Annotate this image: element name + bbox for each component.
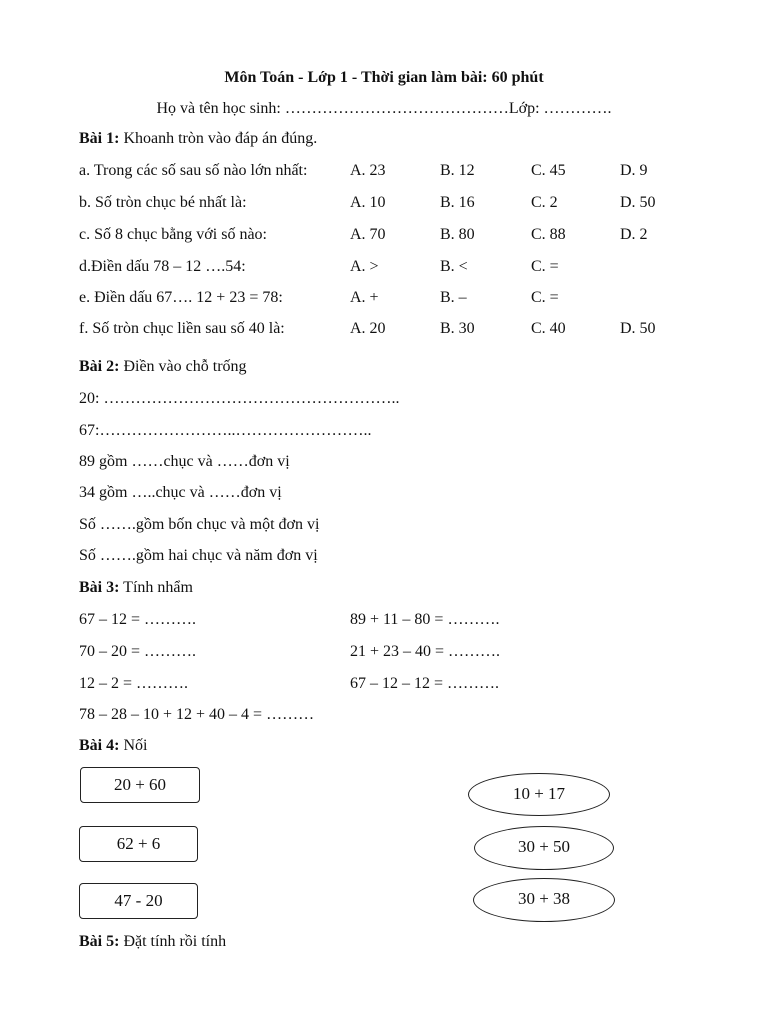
bai3-heading: Bài 3: [79,579,120,596]
bai5-heading-line [79,932,226,952]
bai5-heading: Bài 5: [79,933,120,950]
calc-left: 70 – 20 = ………. [79,643,197,660]
question-text: e. Điền dấu 67…. 12 + 23 = 78: [79,289,283,306]
bai4-instruction: Nối [123,737,148,754]
question-text: c. Số 8 chục bằng với số nào: [79,226,267,243]
calc-right: 21 + 23 – 40 = ………. [350,643,501,660]
calc-left: 12 – 2 = ………. [79,675,189,692]
calc-right: 89 + 11 – 80 = ………. [350,611,500,628]
bai1-instruction: Khoanh tròn vào đáp án đúng. [123,130,318,147]
option-a: A. 23 [350,162,386,179]
option-b: B. < [440,258,468,275]
option-b: B. 16 [440,194,475,211]
option-a: A. 20 [350,320,386,337]
match-oval: 10 + 17 [468,773,610,816]
match-box: 62 + 6 [79,826,198,862]
option-c: C. 45 [531,162,566,179]
student-info-line: Họ và tên học sinh: ……………………………………Lớp: …………. [156,100,612,117]
fill-line: 67:……………………..…………………….. [79,422,372,439]
match-box: 20 + 60 [80,767,200,803]
option-c: C. 40 [531,320,566,337]
option-d: D. 9 [620,162,648,179]
fill-line: Số …….gồm hai chục và năm đơn vị [79,547,318,564]
option-b: B. 30 [440,320,475,337]
bai2-heading-line [79,357,247,377]
question-text: f. Số tròn chục liền sau số 40 là: [79,320,285,337]
option-d: D. 50 [620,320,656,337]
option-c: C. = [531,289,559,306]
option-a: A. + [350,289,379,306]
option-b: B. – [440,289,467,306]
bai2-instruction: Điền vào chỗ trống [123,358,247,375]
fill-line: 89 gồm ……chục và ……đơn vị [79,453,290,470]
option-c: C. = [531,258,559,275]
bai1-heading-line [79,129,317,149]
option-c: C. 2 [531,194,558,211]
bai3-heading-line [79,578,193,598]
question-text: a. Trong các số sau số nào lớn nhất: [79,162,308,179]
calc-long: 78 – 28 – 10 + 12 + 40 – 4 = ……… [79,706,315,723]
option-b: B. 80 [440,226,475,243]
bai3-instruction: Tính nhẩm [123,579,193,596]
option-a: A. 10 [350,194,386,211]
option-d: D. 2 [620,226,648,243]
question-text: d.Điền dấu 78 – 12 ….54: [79,258,246,275]
option-d: D. 50 [620,194,656,211]
fill-line: 34 gồm …..chục và ……đơn vị [79,484,282,501]
calc-left: 67 – 12 = ………. [79,611,197,628]
match-oval: 30 + 50 [474,826,614,870]
bai2-heading: Bài 2: [79,358,120,375]
bai5-instruction: Đặt tính rồi tính [123,933,227,950]
bai4-heading: Bài 4: [79,737,120,754]
question-text: b. Số tròn chục bé nhất là: [79,194,247,211]
fill-line: Số …….gồm bốn chục và một đơn vị [79,516,320,533]
option-c: C. 88 [531,226,566,243]
match-box: 47 - 20 [79,883,198,919]
option-b: B. 12 [440,162,475,179]
option-a: A. > [350,258,379,275]
page-title: Môn Toán - Lớp 1 - Thời gian làm bài: 60 phút [224,69,544,86]
calc-right: 67 – 12 – 12 = ………. [350,675,500,692]
bai4-heading-line [79,736,147,756]
fill-line: 20: ……………………………………………….. [79,390,400,407]
option-a: A. 70 [350,226,386,243]
bai1-heading: Bài 1: [79,130,120,147]
match-oval: 30 + 38 [473,878,615,922]
